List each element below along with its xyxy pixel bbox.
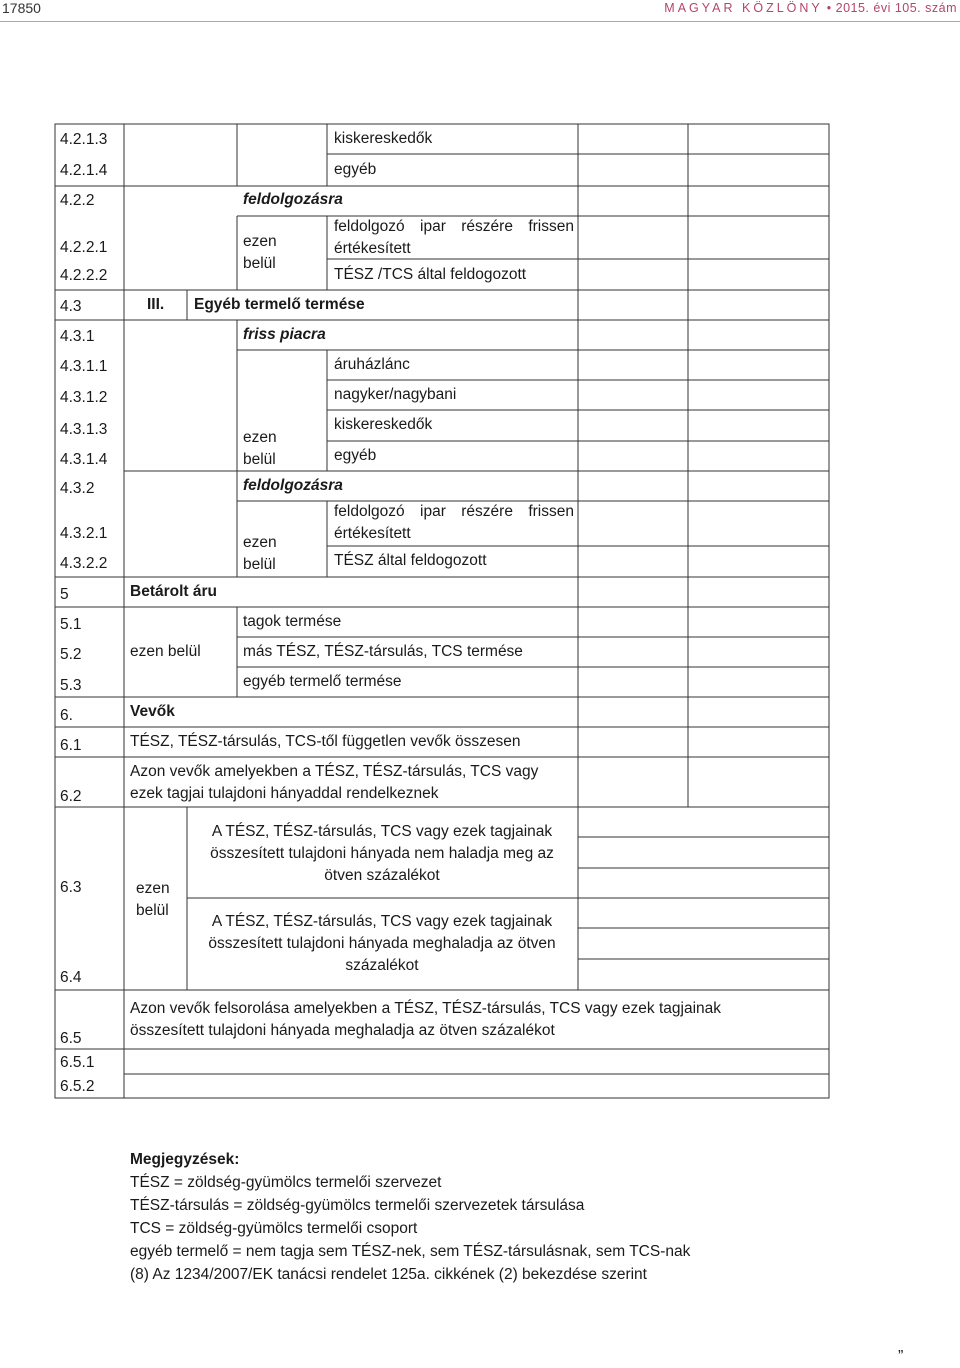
row-number: 6.5.2 bbox=[60, 1078, 95, 1095]
row-number: 5.1 bbox=[60, 616, 82, 633]
ezen-belul-label: ezen belül bbox=[243, 534, 277, 573]
row-number: 4.2.2.2 bbox=[60, 267, 108, 284]
row-number: 6.5.1 bbox=[60, 1054, 95, 1071]
row-number: 6. bbox=[60, 707, 73, 724]
cell-label: nagyker/nagybani bbox=[334, 386, 457, 403]
ezen-belul-label: ezen belül bbox=[243, 233, 277, 272]
row-number: 4.3 bbox=[60, 298, 82, 315]
row-number: 4.3.2.1 bbox=[60, 525, 108, 542]
cell-label: TÉSZ, TÉSZ-társulás, TCS-től független vevők összesen bbox=[130, 733, 521, 750]
cell-label: Azon vevők felsorolása amelyekben a TÉSZ, TÉSZ-társulás, TCS vagy ezek tagjainak összesített tulajdoni hányada meghaladja az ötven százalékot bbox=[130, 1000, 721, 1039]
row-number: 4.3.1.4 bbox=[60, 451, 108, 468]
note-line: TÉSZ-társulás = zöldség-gyümölcs termelői szervezetek társulása bbox=[130, 1197, 585, 1214]
separator-dot: • bbox=[826, 1, 832, 15]
cell-label: Azon vevők amelyekben a TÉSZ, TÉSZ-társulás, TCS vagy ezek tagjai tulajdoni hányaddal rendelkeznek bbox=[130, 763, 539, 802]
cell-label: TÉSZ /TCS által feldogozott bbox=[334, 266, 527, 283]
cell-label: feldolgozó ipar részére frissen értékesített bbox=[334, 503, 574, 542]
row-number: 4.3.2.2 bbox=[60, 555, 108, 572]
page-number: 17850 bbox=[2, 0, 41, 16]
row-number: 4.2.1.3 bbox=[60, 131, 108, 148]
row-number: 6.4 bbox=[60, 969, 82, 986]
row-number: 6.1 bbox=[60, 737, 82, 754]
cell-label: TÉSZ által feldogozott bbox=[334, 552, 487, 569]
section-heading: Vevők bbox=[130, 703, 175, 720]
cell-label: más TÉSZ, TÉSZ-társulás, TCS termése bbox=[243, 643, 523, 660]
row-number: 4.3.1.2 bbox=[60, 389, 108, 406]
cell-label: tagok termése bbox=[243, 613, 342, 630]
cell-label: feldolgozó ipar részére frissen értékesített bbox=[334, 218, 574, 257]
section-heading: Betárolt áru bbox=[130, 583, 217, 600]
cell-label: kiskereskedők bbox=[334, 416, 433, 433]
ezen-belul-label: ezen belül bbox=[136, 880, 170, 919]
notes-title: Megjegyzések: bbox=[130, 1151, 240, 1168]
row-number: 4.3.1.1 bbox=[60, 358, 108, 375]
note-line: TCS = zöldség-gyümölcs termelői csoport bbox=[130, 1220, 418, 1237]
closing-quote: ” bbox=[898, 1348, 904, 1365]
cell-label: áruházlánc bbox=[334, 356, 410, 373]
row-number: 5.2 bbox=[60, 646, 82, 663]
row-number: 5 bbox=[60, 586, 69, 603]
row-number: 6.5 bbox=[60, 1030, 82, 1047]
ezen-belul-label: ezen belül bbox=[243, 429, 277, 468]
cell-label: kiskereskedők bbox=[334, 130, 433, 147]
cell-label: feldolgozásra bbox=[243, 191, 343, 208]
row-number: 4.3.2 bbox=[60, 480, 95, 497]
cell-label: A TÉSZ, TÉSZ-társulás, TCS vagy ezek tagjainak összesített tulajdoni hányada meghaladja az ötven százalékot bbox=[208, 913, 556, 974]
row-number: 4.2.2.1 bbox=[60, 239, 108, 256]
cell-label: egyéb bbox=[334, 161, 377, 178]
journal-name: MAGYAR KÖZLÖNY bbox=[664, 1, 823, 15]
note-line: egyéb termelő = nem tagja sem TÉSZ-nek, sem TÉSZ-társulásnak, sem TCS-nak bbox=[130, 1243, 691, 1260]
row-number: 6.2 bbox=[60, 788, 82, 805]
issue-label: 2015. évi 105. szám bbox=[835, 1, 957, 15]
notes-section bbox=[130, 1148, 690, 1286]
cell-label: A TÉSZ, TÉSZ-társulás, TCS vagy ezek tagjainak összesített tulajdoni hányada nem haladja meg az ötven százalékot bbox=[210, 823, 554, 884]
row-number: 4.3.1.3 bbox=[60, 421, 108, 438]
row-number: 4.3.1 bbox=[60, 328, 95, 345]
cell-label: egyéb bbox=[334, 447, 377, 464]
row-number: 4.2.1.4 bbox=[60, 162, 108, 179]
roman-numeral: III. bbox=[147, 296, 165, 313]
section-heading: Egyéb termelő termése bbox=[194, 296, 365, 313]
cell-label: egyéb termelő termése bbox=[243, 673, 402, 690]
row-number: 5.3 bbox=[60, 677, 82, 694]
row-number: 6.3 bbox=[60, 879, 82, 896]
ezen-belul-label: ezen belül bbox=[130, 643, 201, 660]
note-line: TÉSZ = zöldség-gyümölcs termelői szervezet bbox=[130, 1174, 442, 1191]
cell-label: friss piacra bbox=[243, 326, 326, 343]
cell-label: feldolgozásra bbox=[243, 477, 343, 494]
note-line: (8) Az 1234/2007/EK tanácsi rendelet 125a. cikkének (2) bekezdése szerint bbox=[130, 1266, 647, 1283]
row-number: 4.2.2 bbox=[60, 192, 95, 209]
